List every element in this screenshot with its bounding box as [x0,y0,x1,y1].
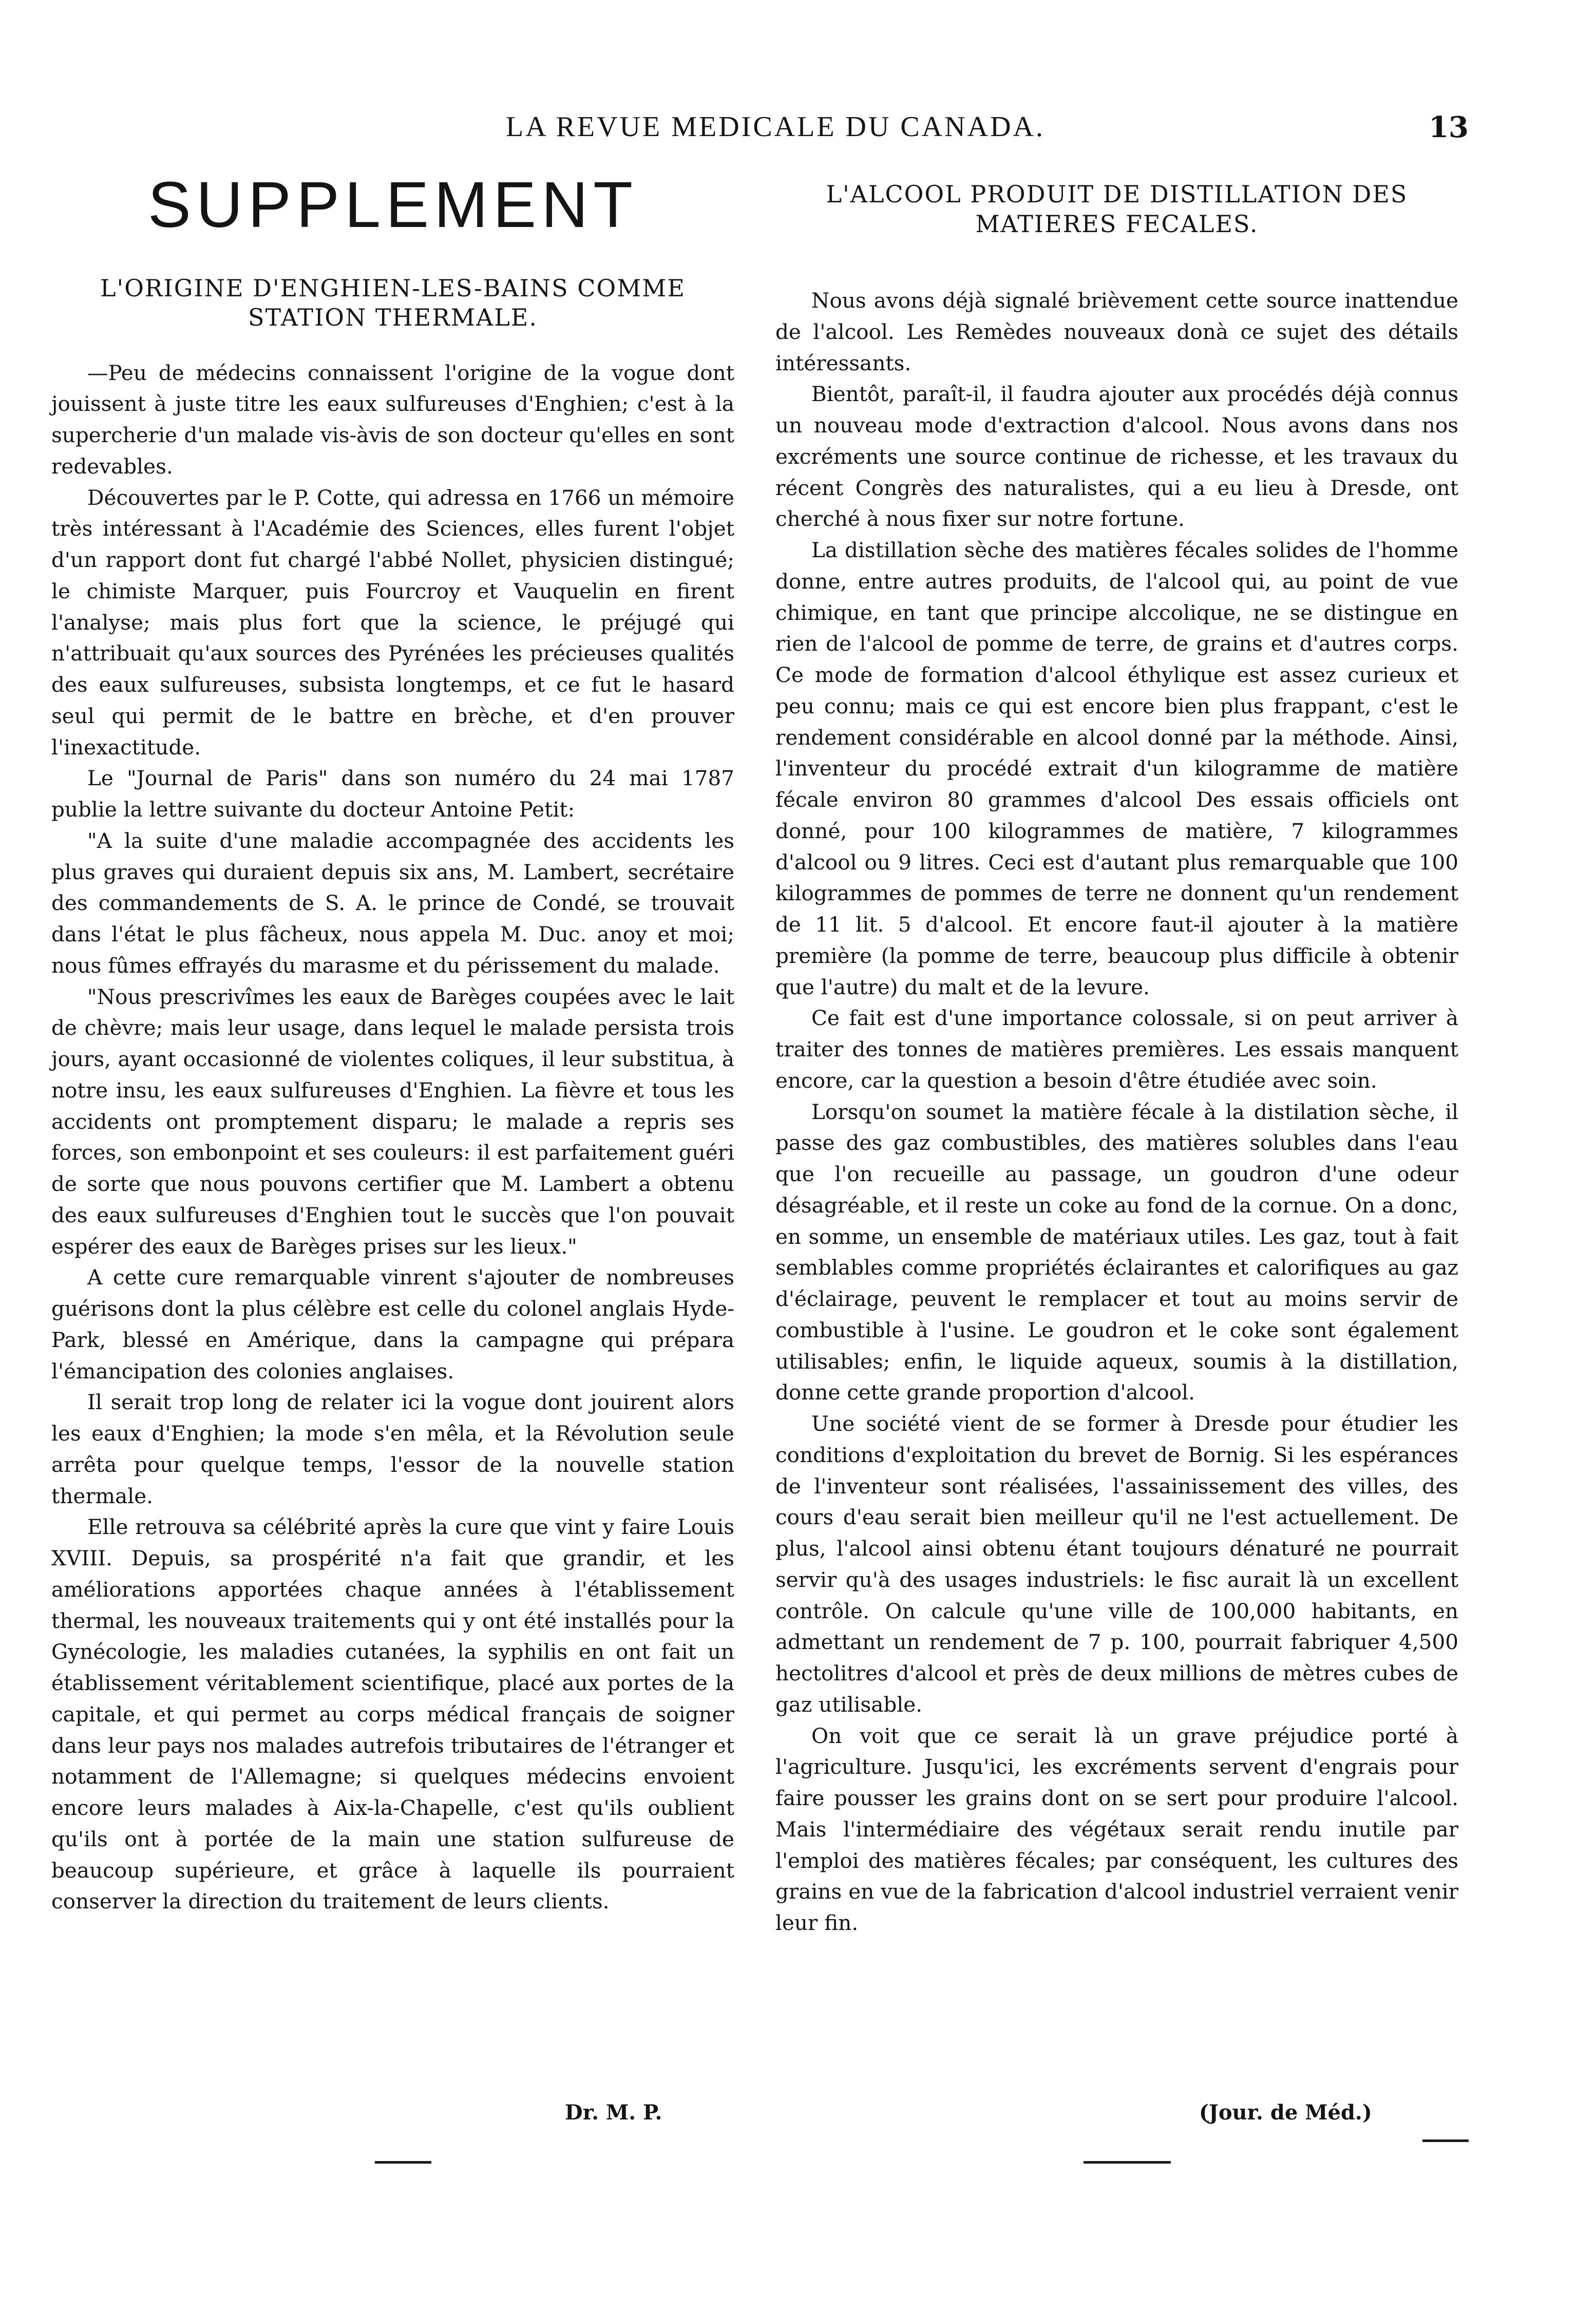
divider-rule [375,2161,431,2164]
left-column [51,169,734,1917]
paragraph: Découvertes par le P. Cotte, qui adressa en 1766 un mémoire très intéressant à l'Académie des Sciences, elles furent l'objet d'un rapport dont fut chargé l'abbé Nollet, physicien distingué; le chimiste Marquer, puis Fourcroy et Vauquelin en firent l'analyse; mais plus fort que la science, le préjugé qui n'attribuait qu'aux sources des Pyrénées les précieuses qualités des eaux sulfureuses, subsista longtemps, et ce fut le hasard seul qui permit de le battre en brèche, et d'en prouver l'inexactitude. [51,485,734,760]
paragraph: Le "Journal de Paris" dans son numéro du 24 mai 1787 publie la lettre suivante du docteur Antoine Petit: [51,766,734,822]
paragraph: Il serait trop long de relater ici la vogue dont jouirent alors les eaux d'Enghien; la mode s'en mêla, et la Révolution seule arrêta pour quelque temps, l'essor de la nouvelle station thermale. [51,1390,734,1508]
paragraph: A cette cure remarquable vinrent s'ajouter de nombreuses guérisons dont la plus célèbre est celle du colonel anglais Hyde-Park, blessé en Amérique, dans la campagne qui prépara l'émancipation des colonies anglaises. [51,1265,734,1384]
journal-title: LA REVUE MEDICALE DU CANADA. [506,111,1045,143]
section-title: SUPPLEMENT [147,168,638,241]
paragraph: Ce fait est d'une importance colossale, si on peut arriver à traiter des tonnes de matières premières. Les essais manquent encore, car la question a besoin d'être étudiée avec soin. [775,1006,1458,1093]
paragraph: La distillation sèche des matières fécales solides de l'homme donne, entre autres produits, de l'alcool qui, au point de vue chimique, en tant que principe alccolique, ne se distingue en rien de l'alcool de pomme de terre, de grains et d'autres corps. Ce mode de formation d'alcool éthylique est assez curieux et peu connu; mais ce qui est encore bien plus frappant, c'est le rendement considérable en alcool donné par la méthode. Ainsi, l'inventeur du procédé extrait d'un kilogramme de matière fécale environ 80 grammes d'alcool Des essais officiels ont donné, pour 100 kilogrammes de matière, 7 kilogrammes d'alcool ou 9 litres. Ceci est d'autant plus remarquable que 100 kilogrammes de pommes de terre ne donnent qu'un rendement de 11 lit. 5 d'alcool. Et encore faut-il ajouter à la matière première (la pomme de terre, beaucoup plus difficile à obtenir que l'autre) du malt et de la levure. [775,538,1458,999]
paragraph: "Nous prescrivîmes les eaux de Barèges coupées avec le lait de chèvre; mais leur usage, dans lequel le malade persista trois jours, ayant occasionné de violentes coliques, il leur substitua, à notre insu, les eaux sulfureuses d'Enghien. La fièvre et tous les accidents ont promptement disparu; le malade a repris ses forces, son embonpoint et ses couleurs: il est parfaitement guéri de sorte que nous pouvons certifier que M. Lambert a obtenu des eaux sulfureuses d'Enghien tout le succès que l'on pouvait espérer des eaux de Barèges prises sur les lieux." [51,984,734,1259]
paragraph: "A la suite d'une maladie accompagnée des accidents les plus graves qui duraient depuis six ans, M. Lambert, secrétaire des commandements de S. A. le prince de Condé, se trouvait dans l'état le plus fâcheux, nous appela M. Duc. anoy et moi; nous fûmes effrayés du marasme et du périssement du malade. [51,828,734,978]
divider-rule [1084,2161,1171,2164]
signature-author: Dr. M. P. [565,2100,662,2125]
signature-source: (Jour. de Méd.) [1199,2100,1372,2125]
paragraph: Lorsqu'on soumet la matière fécale à la distilation sèche, il passe des gaz combustibles, des matières solubles dans l'eau que l'on recueille au passage, un goudron d'une odeur désagréable, et il reste un coke au fond de la cornue. On a donc, en somme, un ensemble de matériaux utiles. Les gaz, tout à fait semblables comme propriétés éclairantes et calorifiques au gaz d'éclairage, peuvent le remplacer et tout au moins servir de combustible à l'usine. Le goudron et le coke sont également utilisables; enfin, le liquide aqueux, soumis à la distillation, donne cette grande proportion d'alcool. [775,1099,1458,1405]
running-head [0,110,1596,151]
paragraph: Elle retrouva sa célébrité après la cure que vint y faire Louis XVIII. Depuis, sa prospérité n'a fait que grandir, et les améliorations apportées chaque années à l'établissement thermal, les nouveaux traitements qui y ont été installés pour la Gynécologie, les maladies cutanées, la syphilis en ont fait un établissement véritablement scientifique, placé aux portes de la capitale, et qui permet au corps médical français de soigner dans leur pays nos malades autrefois tributaires de l'étranger et notamment de l'Allemagne; si quelques médecins envoient encore leurs malades à Aix-la-Chapelle, c'est qu'ils oublient qu'ils ont à portée de la main une station sulfureuse de beaucoup supérieure, et grâce à laquelle ils pourraient conserver la direction du traitement de leurs clients. [51,1514,734,1914]
paragraph: Une société vient de se former à Dresde pour étudier les conditions d'exploitation du brevet de Bornig. Si les espérances de l'inventeur sont réalisées, l'assainissement des villes, des cours d'eau serait bien meilleur qu'il ne l'est actuellement. De plus, l'alcool ainsi obtenu étant toujours dénaturé ne pourrait servir qu'à des usages industriels: le fisc aurait là un excellent contrôle. On calcule qu'une ville de 100,000 habitants, en admettant un rendement de 7 p. 100, pourrait fabriquer 4,500 hectolitres d'alcool et près de deux millions de mètres cubes de gaz utilisable. [775,1411,1458,1717]
divider-rule [1422,2139,1469,2142]
article-title-alcool: L'ALCOOL PRODUIT DE DISTILLATION DES MATIERES FECALES. [826,180,1408,238]
page-number: 13 [1429,110,1469,144]
paragraph: Nous avons déjà signalé brièvement cette source inattendue de l'alcool. Les Remèdes nouveaux donà ce sujet des détails intéressants. [775,288,1458,375]
paragraph: —Peu de médecins connaissent l'origine de la vogue dont jouissent à juste titre les eaux sulfureuses d'Enghien; c'est à la supercherie d'un malade vis-àvis de son docteur qu'elles en sont redevables. [51,360,734,479]
right-column [775,169,1458,1939]
paragraph: Bientôt, paraît-il, il faudra ajouter aux procédés déjà connus un nouveau mode d'extraction d'alcool. Nous avons dans nos excréments une source continue de richesse, et les travaux du récent Congrès des naturalistes, qui a eu lieu à Dresde, ont cherché à nous fixer sur notre fortune. [775,382,1458,532]
paragraph: On voit que ce serait là un grave préjudice porté à l'agriculture. Jusqu'ici, les excréments servent d'engrais pour faire pousser les grains dont on se sert pour produire l'alcool. Mais l'intermédiaire des végétaux serait rendu inutile par l'emploi des matières fécales; par conséquent, les cultures des grains en vue de la fabrication d'alcool industriel verraient venir leur fin. [775,1723,1458,1935]
article-title-enghien: L'ORIGINE D'ENGHIEN-LES-BAINS COMME STATION THERMALE. [100,274,686,332]
